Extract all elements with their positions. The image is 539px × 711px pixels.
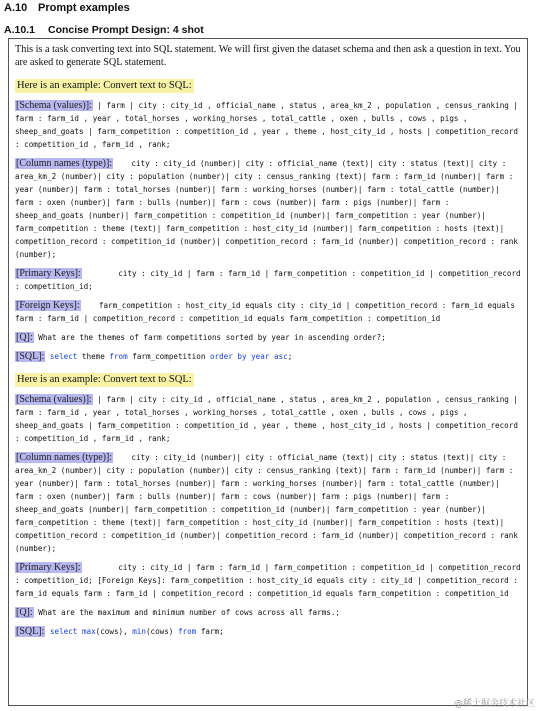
sql-text: theme bbox=[77, 352, 110, 361]
columns-text: city : city_id (number)| city : official_name (text)| city : status (text)| city : area_km_2 (number)| city : population (number)| city : census_ranking (text)| farm : farm_id (number)| farm : year (number)| farm : total_horses (number)| farm : working_horses (number)| farm : total_cattle (number)| farm : oxen (number)| farm : bulls (number)| farm : cows (number)| farm : pigs (number)| farm : sheep_and_goats (number)| farm_competition : competition_id (number)| farm_competition : year (number)| farm_competition : theme (text)| farm_competition : host_city_id (number)| farm_competition : hosts (text)| competition_record : competition_id (number)| competition_record : farm_id (number)| competition_record : rank (number); bbox=[15, 453, 523, 553]
sql-keyword: select bbox=[49, 627, 78, 636]
columns-text: city : city_id (number)| city : official_name (text)| city : status (text)| city : area_km_2 (number)| city : population (number)| city : census_ranking (text)| farm : farm_id (number)| farm : year (number)| farm : total_horses (number)| farm : working_horses (number)| farm : total_cattle (number)| farm : oxen (number)| farm : bulls (number)| farm : cows (number)| farm : pigs (number)| farm : sheep_and_goats (number)| farm_competition : competition_id (number)| farm_competition : year (number)| farm_competition : theme (text)| farm_competition : host_city_id (number)| farm_competition : hosts (text)| competition_record : competition_id (number)| competition_record : farm_id (number)| competition_record : rank (number); bbox=[15, 159, 523, 259]
question-text: What are the maximum and minimum number of cows across all farms.; bbox=[33, 608, 340, 617]
subsection-number: A.10.1 bbox=[4, 24, 35, 36]
columns-tag: [Column names (type)]: bbox=[16, 158, 113, 169]
sql-text: (cows) bbox=[145, 627, 178, 636]
watermark: @稀土掘金技术社区 bbox=[453, 699, 535, 709]
example-header: Here is an example: Convert text to SQL: bbox=[17, 80, 192, 91]
sql-function: min bbox=[132, 627, 146, 636]
question-block bbox=[15, 606, 521, 619]
primary-keys-block bbox=[15, 561, 526, 600]
section-title: Prompt examples bbox=[38, 2, 130, 14]
sql-text: farm_competition bbox=[127, 352, 210, 361]
schema-tag: [Schema (values)]: bbox=[16, 394, 92, 405]
section-number: A.10 bbox=[4, 2, 28, 14]
sql-text: ; bbox=[287, 352, 293, 361]
sql-function: max bbox=[81, 627, 96, 636]
foreign-keys-block bbox=[15, 299, 521, 325]
schema-tag: [Schema (values)]: bbox=[16, 100, 92, 111]
primary-keys-tag: [Primary Keys]: bbox=[16, 562, 81, 573]
foreign-keys-tag: [Foreign Keys]: bbox=[16, 300, 80, 311]
sql-keyword: from bbox=[177, 627, 197, 636]
primary-keys-text: city : city_id | farm : farm_id | farm_competition : competition_id | competition_record : competition_id; bbox=[15, 269, 526, 291]
primary-keys-block bbox=[15, 267, 526, 293]
schema-block bbox=[15, 99, 521, 151]
section-heading bbox=[4, 2, 130, 14]
sql-keyword: order by year asc bbox=[209, 352, 288, 361]
columns-block bbox=[15, 451, 521, 555]
schema-text: | farm | city : city_id , official_name , status , area_km_2 , population , census_ranking | farm : farm_id , year , total_horses , working_horses , total_cattle , oxen , bulls , cows , pigs , sheep_and_goats | farm_competition : competition_id , year , theme , host_city_id , hosts | competition_record : competition_id , farm_id , rank; bbox=[15, 395, 523, 443]
example-1 bbox=[15, 75, 526, 363]
sql-block bbox=[15, 350, 521, 363]
primary-keys-tag: [Primary Keys]: bbox=[16, 268, 81, 279]
sql-keyword: select bbox=[49, 352, 78, 361]
question-tag: [Q]: bbox=[16, 332, 33, 343]
question-text: What are the themes of farm competitions sorted by year in ascending order?; bbox=[33, 333, 386, 342]
intro-text: This is a task converting text into SQL statement. We will first given the dataset schema and then ask a question in text. You are asked to generate SQL statement. bbox=[15, 44, 521, 68]
question-tag: [Q]: bbox=[16, 607, 33, 618]
subsection-heading bbox=[4, 24, 204, 36]
sql-tag: [SQL]: bbox=[16, 626, 45, 637]
sql-text: (cows), bbox=[95, 627, 133, 636]
columns-tag: [Column names (type)]: bbox=[16, 452, 113, 463]
sql-tag: [SQL]: bbox=[16, 351, 45, 362]
sql-text: farm; bbox=[196, 627, 224, 636]
foreign-keys-text: farm_competition : host_city_id equals city : city_id | competition_record : farm_id equals farm : farm_id | competition_record : competition_id equals farm_competition : competition_id bbox=[15, 301, 520, 323]
subsection-title: Concise Prompt Design: 4 shot bbox=[48, 24, 204, 36]
columns-block bbox=[15, 157, 521, 261]
example-2 bbox=[15, 369, 526, 638]
prompt-box bbox=[8, 38, 528, 706]
schema-text: | farm | city : city_id , official_name , status , area_km_2 , population , census_ranking | farm : farm_id , year , total_horses , working_horses , total_cattle , oxen , bulls , cows , pigs , sheep_and_goats | farm_competition : competition_id , year , theme , host_city_id , hosts | competition_record : competition_id , farm_id , rank; bbox=[15, 101, 523, 149]
sql-keyword: from bbox=[109, 352, 128, 361]
schema-block bbox=[15, 393, 521, 445]
prompt-content bbox=[15, 43, 526, 644]
primary-keys-text: city : city_id | farm : farm_id | farm_competition : competition_id | competition_record : competition_id; [Foreign Keys]: farm_competition : host_city_id equals city : city_id | competition_record : farm_id equals farm : farm_id | competition_record : competition_id equals farm_competition : competition_id bbox=[15, 563, 526, 598]
example-header: Here is an example: Convert text to SQL: bbox=[17, 374, 192, 385]
sql-block bbox=[15, 625, 521, 638]
question-block bbox=[15, 331, 521, 344]
